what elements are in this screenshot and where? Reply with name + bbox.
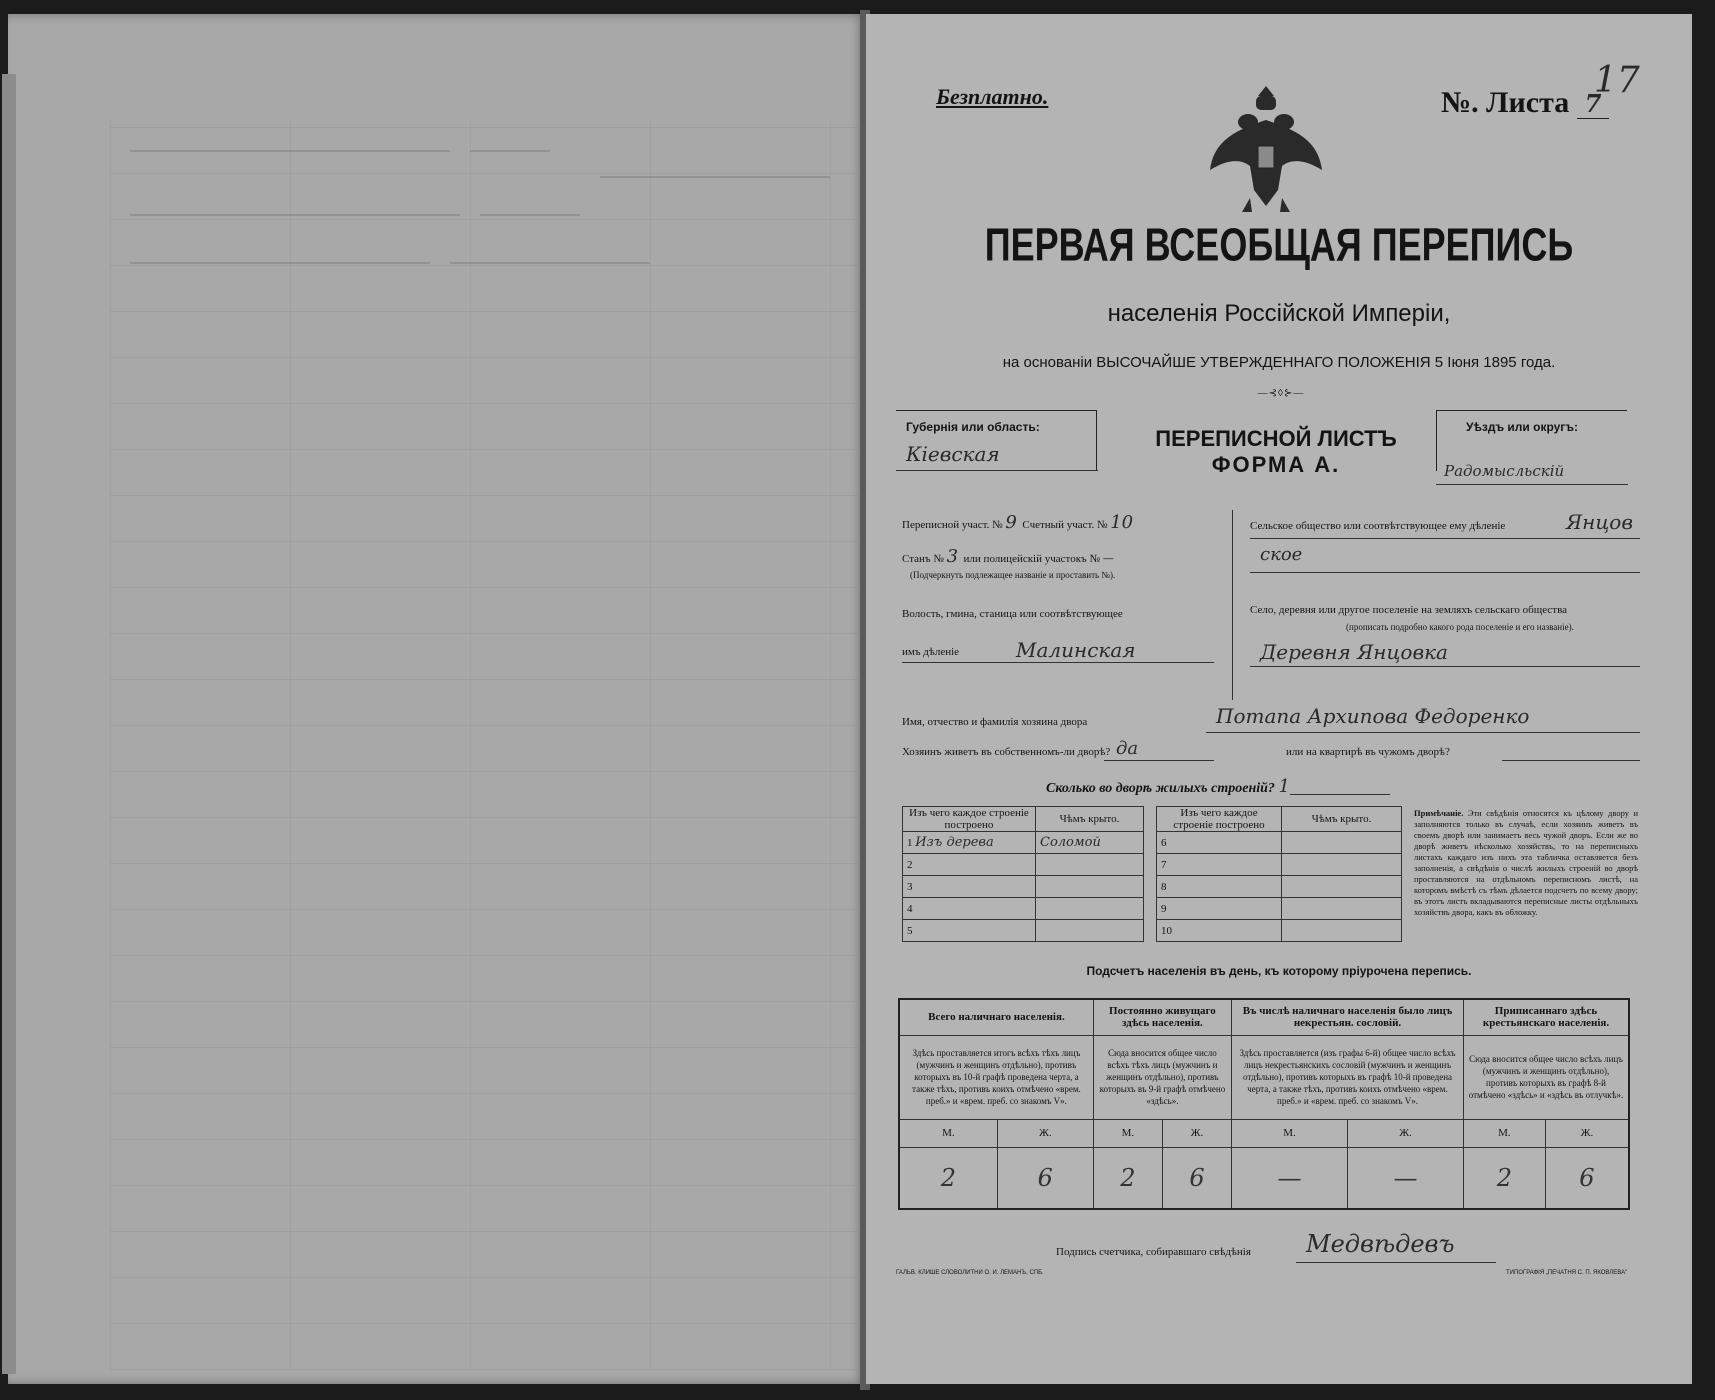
population-count-table: Всего наличнаго населенія. Постоянно живущаго здѣсь населенія. Въ числѣ наличнаго населенія было лицъ некрестьян. сословій. Приписаннаго здѣсь крестьянскаго населенія. Здѣсь проставляется итогъ всѣхъ тѣхъ лицъ (мужчинъ и женщинъ отдѣльно), противъ которыхъ въ 10-й графѣ проведена черта, а также тѣхъ, противъ коихъ отмѣчено «врем. преб.» и «врем. преб. со знакомъ V». Сюда вносится общее число всѣхъ тѣхъ лицъ (мужчинъ и женщинъ отдѣльно), противъ которыхъ въ 9-й графѣ отмѣчено «здѣсь». Здѣсь проставляется (изъ графы 6-й) общее число всѣхъ лицъ некрестьянскихъ сословій (мужчинъ и женщинъ отдѣльно), противъ которыхъ въ графѣ 10-й проведена черта, а также тѣхъ, противъ коихъ отмѣчено «врем. преб.» и «врем. преб. со знакомъ V». Сюда вносится общее число всѣхъ лицъ (мужчинъ и женщинъ отдѣльно), противъ которыхъ въ графѣ 8-й отмѣчено «здѣсь» и «здѣсь въ отлучкѣ». М. Ж. М. Ж. М. Ж. М. Ж. 2 6 2 6 — — 2 6 <box>898 998 1630 1210</box>
signature-value: Медвѣдевъ <box>1306 1230 1455 1258</box>
own-yard-value: да <box>1116 738 1139 759</box>
signature-label: Подпись счетчика, собиравшаго свѣдѣнія <box>1056 1246 1251 1258</box>
volost-label-2: имъ дѣленіе <box>902 646 960 658</box>
table-row: 8 <box>1157 876 1402 898</box>
census-district-field: Переписной участ. № 9 Счетный участ. № 10 <box>902 512 1134 533</box>
table-row: 10 <box>1157 920 1402 942</box>
imperial-eagle-emblem <box>1206 80 1326 220</box>
table-row: 7 <box>1157 854 1402 876</box>
count-values-row: 2 6 2 6 — — 2 6 <box>899 1147 1629 1209</box>
volost-value: Малинская <box>1016 638 1136 662</box>
corner-page-number: 17 <box>1594 60 1640 101</box>
owner-value: Потапа Архипова Федоренко <box>1216 704 1530 728</box>
table-row: 2 <box>903 854 1144 876</box>
society-value-1: Янцов <box>1566 510 1633 534</box>
sheet-number: №. Листа 7 <box>1441 86 1609 120</box>
owner-label: Имя, отчество и фамилія хозяина двора <box>902 716 1088 728</box>
census-form-page <box>866 14 1692 1384</box>
table-row: 4 <box>903 898 1144 920</box>
left-page-grid <box>110 120 858 1370</box>
col-roof: Чѣмъ крыто. <box>1036 807 1144 832</box>
footer-left: ГАЛЬВ. КЛИШЕ СЛОВОЛИТНИ О. И. ЛЕМАНЪ, СПБ. <box>896 1270 1044 1276</box>
subtitle: населенія Россійской Имперіи, <box>1107 300 1451 327</box>
form-title: ПЕРЕПИСНОЙ ЛИСТЪ ФОРМА А. <box>1155 426 1397 477</box>
uezd-value: Радомысльскій <box>1444 462 1565 480</box>
count-heading: Подсчетъ населенія въ день, къ которому пріурочена перепись. <box>1086 964 1472 978</box>
buildings-count: Сколько во дворѣ жилыхъ строеній? 1 <box>1046 776 1290 797</box>
legal-basis: на основаніи ВЫСОЧАЙШЕ УТВЕРЖДЕННАГО ПОЛОЖЕНІЯ 5 Іюня 1895 года. <box>1002 354 1556 371</box>
col-material: Изъ чего каждое строеніе построено <box>1157 807 1282 832</box>
rented-label: или на квартирѣ въ чужомъ дворѣ? <box>1286 746 1450 758</box>
buildings-note: Примѣчаніе. Эти свѣдѣнія относятся къ цѣлому двору и заполняются только въ случаѣ, если хозяинъ живетъ въ своемъ дворѣ или занимаетъ весь чужой дворъ. Если же во дворѣ живетъ нѣсколько хозяйствъ, то на переписныхъ листахъ каждаго изъ нихъ эта табличка оставляется безъ заполненія, а свѣдѣнія о числѣ жилыхъ строеній во дворѣ проставляются на отдѣльномъ переписномъ листѣ, на которомъ вмѣстѣ съ тѣмъ дѣлается подсчетъ по всему двору; въ этотъ листъ вкладываются переписные листы отдѣльныхъ хозяйствъ двора, какъ въ обложку. <box>1414 808 1638 917</box>
free-label: Безплатно. <box>936 84 1049 109</box>
village-value: Деревня Янцовка <box>1260 640 1448 664</box>
volost-label: Волость, гмина, станица или соотвѣтствующее <box>902 608 1123 620</box>
own-yard-label: Хозяинъ живетъ въ собственномъ-ли дворѣ? <box>902 746 1111 758</box>
village-note: (прописать подробно какого рода поселеніе и его названіе). <box>1346 622 1574 632</box>
underline-note: (Подчеркнуть подлежащее названіе и проставить №). <box>910 570 1116 580</box>
stan-field: Станъ № 3 или полицейскій участокъ № — <box>902 546 1114 567</box>
col-material: Изъ чего каждое строеніе построено <box>903 807 1036 832</box>
col-title-total: Всего наличнаго населенія. <box>899 999 1093 1035</box>
table-row: 9 <box>1157 898 1402 920</box>
col-title-permanent: Постоянно живущаго здѣсь населенія. <box>1093 999 1231 1035</box>
col-desc: Сюда вносится общее число всѣхъ лицъ (мужчинъ и женщинъ отдѣльно), противъ которыхъ въ графѣ 8-й отмѣчено «здѣсь» и «здѣсь въ отлучкѣ». <box>1464 1035 1630 1119</box>
society-label: Сельское общество или соотвѣтствующее ему дѣленіе <box>1250 520 1506 532</box>
table-row: 3 <box>903 876 1144 898</box>
society-value-2: ское <box>1260 544 1303 565</box>
buildings-table-left <box>902 806 1144 942</box>
col-desc: Здѣсь проставляется итогъ всѣхъ тѣхъ лицъ (мужчинъ и женщинъ отдѣльно), противъ которыхъ въ 10-й графѣ проведена черта, а также тѣхъ, противъ коихъ отмѣчено «врем. преб.» и «врем. преб. со знакомъ V». <box>899 1035 1093 1119</box>
table-row: 5 <box>903 920 1144 942</box>
footer-right: ТИПОГРАФІЯ „ПЕЧАТНЯ С. П. ЯКОВЛЕВА" <box>1506 1270 1628 1276</box>
gubernia-label: Губернія или область: <box>906 420 1040 434</box>
ornament-divider: —⊰◊⊱— <box>1257 388 1305 399</box>
village-label: Село, деревня или другое поселеніе на земляхъ сельскаго общества <box>1250 604 1568 616</box>
table-row: 1 Изъ дерева Соломой <box>903 832 1144 854</box>
table-row: 6 <box>1157 832 1402 854</box>
col-desc: Здѣсь проставляется (изъ графы 6-й) общее число всѣхъ лицъ некрестьянскихъ сословій (мужчинъ и женщинъ отдѣльно), противъ которыхъ въ графѣ 10-й проведена черта, а также тѣхъ, противъ коихъ отмѣчено «врем. преб.» и «врем. преб. со знакомъ V». <box>1232 1035 1464 1119</box>
uezd-label: Уѣздъ или округъ: <box>1466 420 1579 434</box>
col-roof: Чѣмъ крыто. <box>1282 807 1402 832</box>
gubernia-value: Кіевская <box>906 442 1000 466</box>
col-desc: Сюда вносится общее число всѣхъ тѣхъ лицъ (мужчинъ и женщинъ отдѣльно), противъ которыхъ въ 9-й графѣ отмѣчено «здѣсь». <box>1093 1035 1231 1119</box>
main-title: ПЕРВАЯ ВСЕОБЩАЯ ПЕРЕПИСЬ <box>984 217 1574 271</box>
buildings-table-right <box>1156 806 1402 942</box>
col-title-non-peasant: Въ числѣ наличнаго населенія было лицъ некрестьян. сословій. <box>1232 999 1464 1035</box>
col-title-registered: Приписаннаго здѣсь крестьянскаго населенія. <box>1464 999 1630 1035</box>
